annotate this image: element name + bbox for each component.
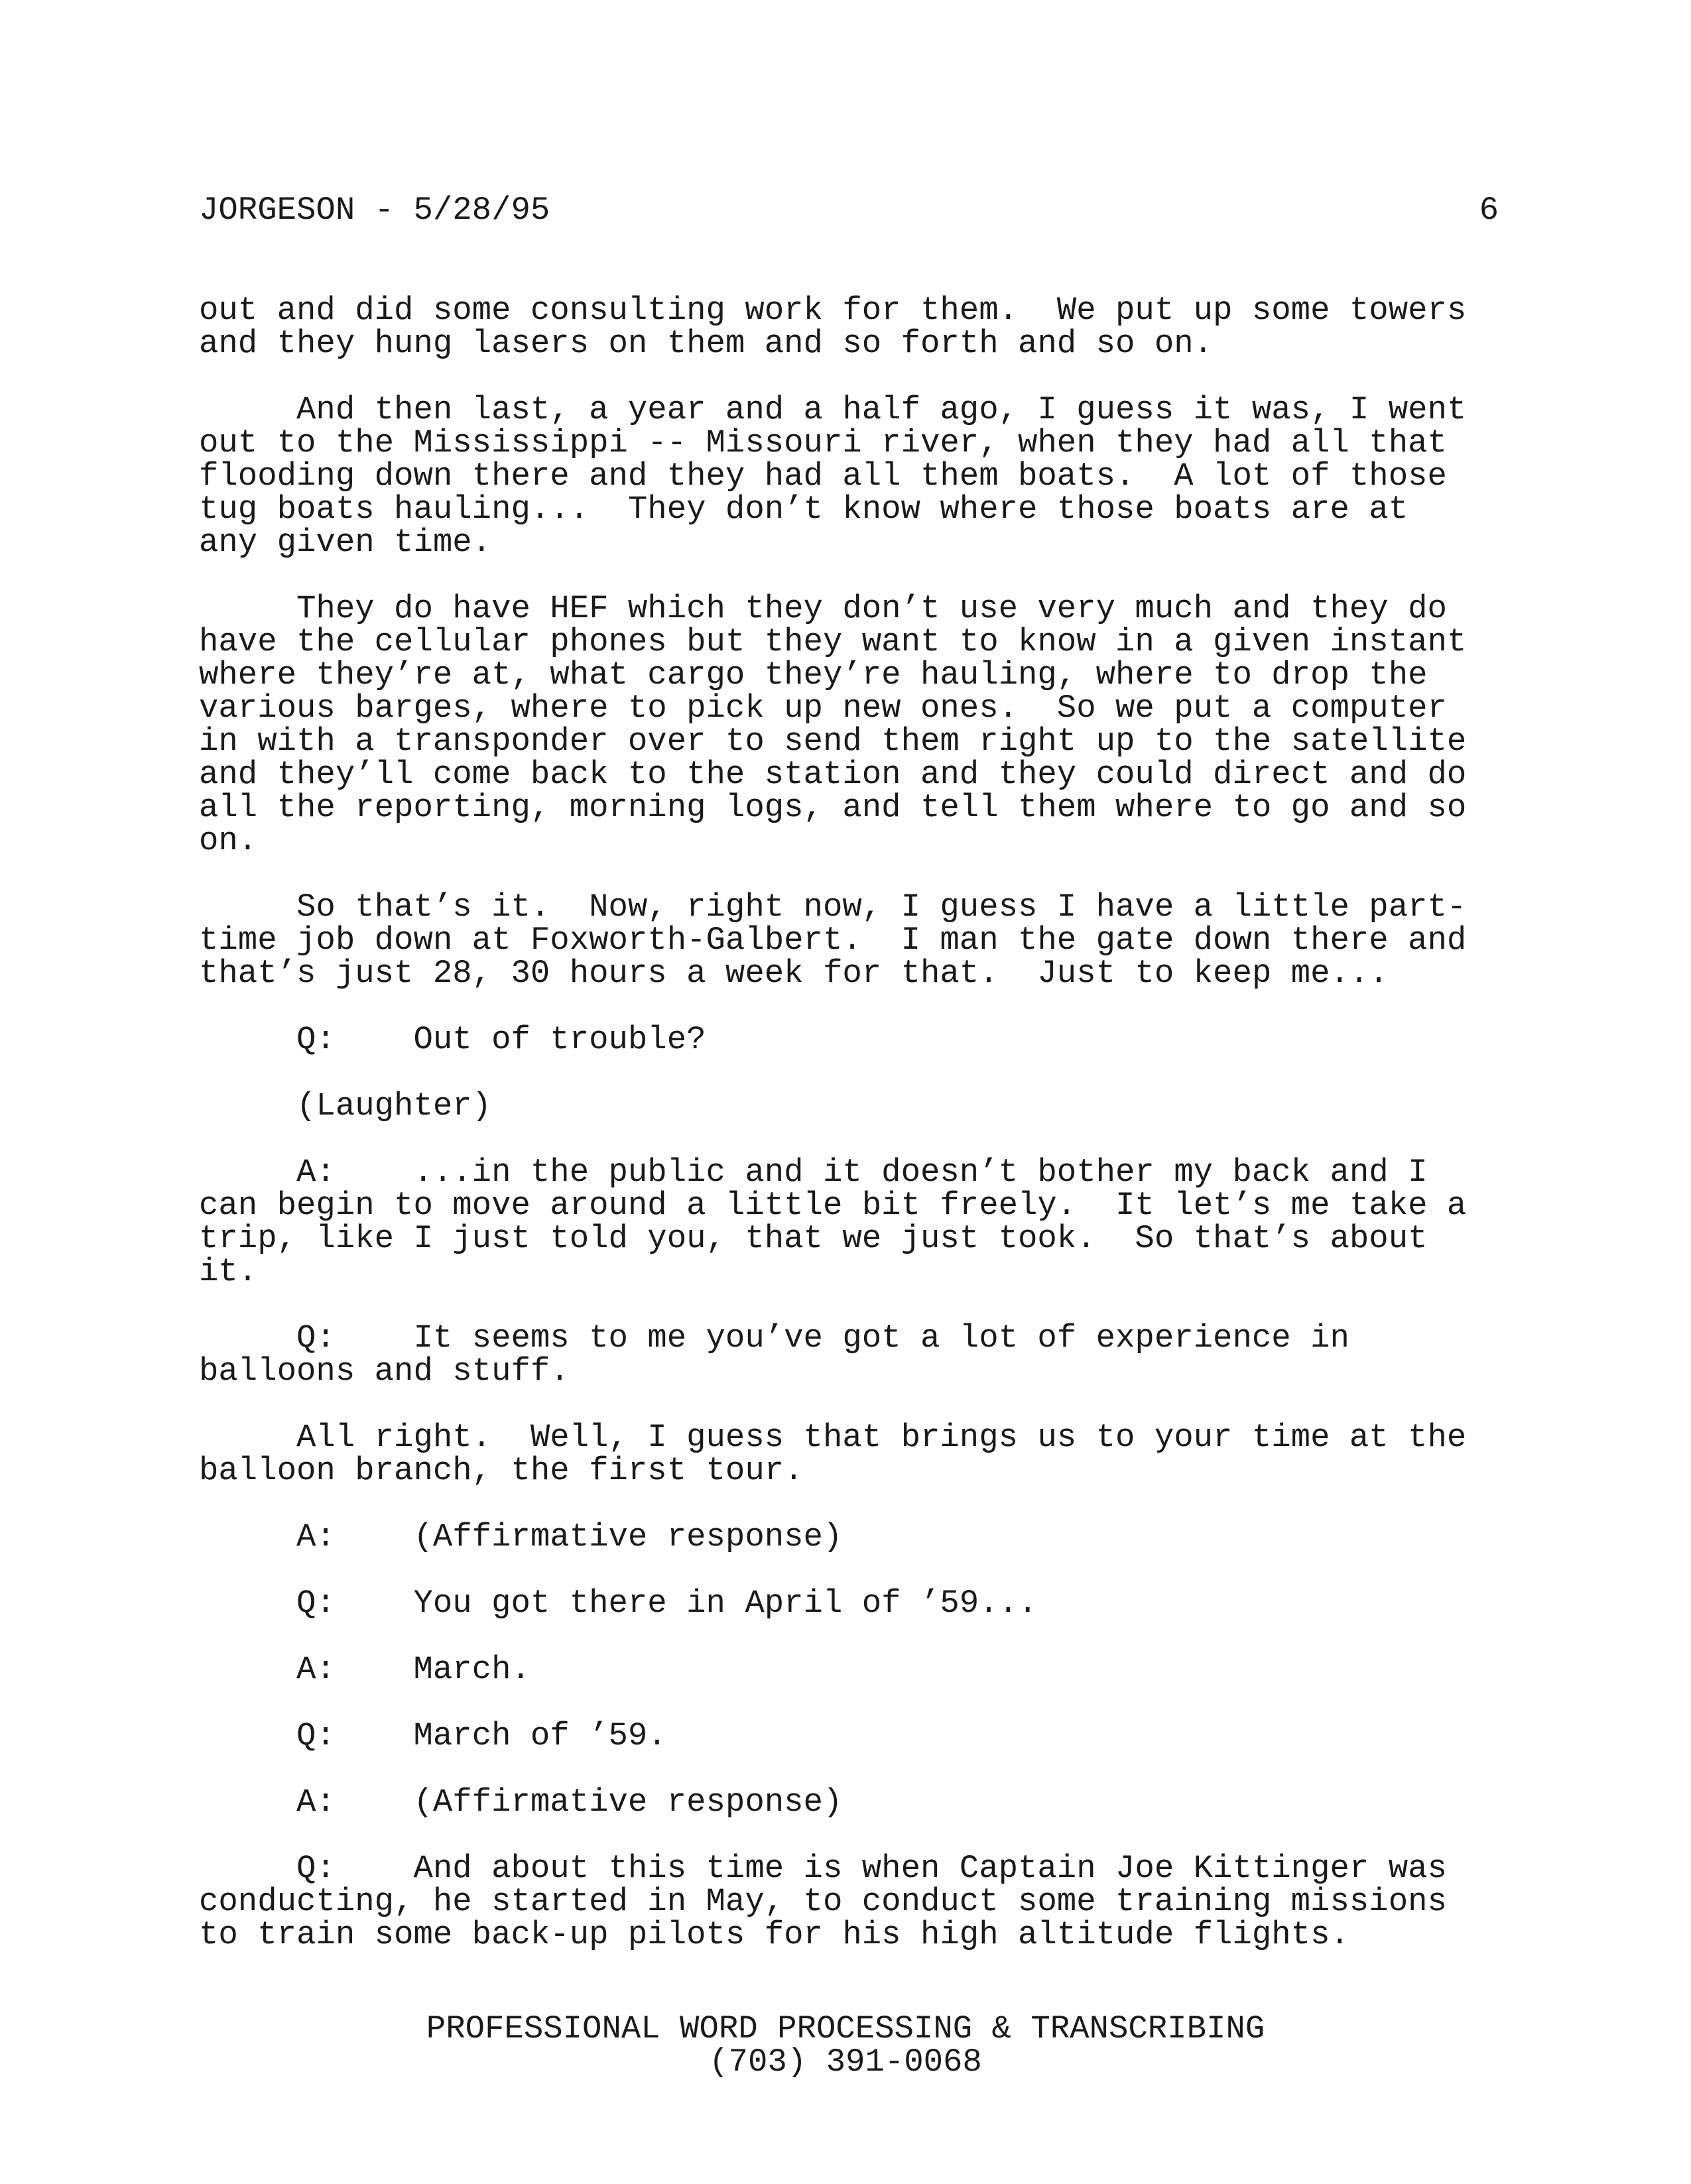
page-footer <box>0 2012 1691 2079</box>
transcript-line: Q: Out of trouble? <box>199 1021 706 1058</box>
transcript-line: can begin to move around a little bit freely. It let’s me take a <box>199 1187 1467 1224</box>
transcript-line: A: (Affirmative response) <box>199 1518 843 1555</box>
transcript-paragraph <box>199 393 1499 559</box>
transcript-line: Q: March of ’59. <box>199 1717 667 1754</box>
transcript-line: balloons and stuff. <box>199 1353 570 1390</box>
transcript-line: Q: And about this time is when Captain Joe Kittinger was <box>199 1850 1447 1887</box>
transcript-paragraph <box>199 1719 1499 1752</box>
page-header <box>199 194 1499 231</box>
transcript-line: Q: It seems to me you’ve got a lot of experience in <box>199 1319 1349 1357</box>
transcript-paragraph <box>199 1421 1499 1487</box>
transcript-line: on. <box>199 822 258 859</box>
transcript-line: time job down at Foxworth-Galbert. I man the gate down there and <box>199 922 1467 959</box>
transcript-paragraph <box>199 890 1499 990</box>
transcript-line: out to the Mississippi -- Missouri river, when they had all that <box>199 424 1447 461</box>
transcript-line: So that’s it. Now, right now, I guess I have a little part- <box>199 888 1467 926</box>
transcript-paragraph <box>199 592 1499 857</box>
transcript-paragraph <box>199 1089 1499 1122</box>
transcript-line: balloon branch, the first tour. <box>199 1452 804 1489</box>
transcript-line: various barges, where to pick up new ones. So we put a computer <box>199 690 1447 727</box>
transcript-paragraph <box>199 1520 1499 1553</box>
transcript-line: A: March. <box>199 1651 531 1688</box>
transcript-line: tug boats hauling... They don’t know where those boats are at <box>199 491 1409 528</box>
transcript-paragraph <box>199 294 1499 360</box>
transcript-line: that’s just 28, 30 hours a week for that. Just to keep me... <box>199 955 1389 992</box>
transcript-line: and they’ll come back to the station and they could direct and do <box>199 756 1467 793</box>
transcript-line: trip, like I just told you, that we just took. So that’s about <box>199 1220 1428 1257</box>
transcript-paragraph <box>199 1321 1499 1388</box>
transcript-body <box>199 294 1499 1984</box>
transcript-paragraph <box>199 1156 1499 1288</box>
transcript-paragraph <box>199 1587 1499 1620</box>
transcript-line: (Laughter) <box>199 1087 492 1124</box>
footer-company: PROFESSIONAL WORD PROCESSING & TRANSCRIBING <box>426 2010 1265 2047</box>
transcript-line: And then last, a year and a half ago, I guess it was, I went <box>199 391 1467 428</box>
transcript-line: any given time. <box>199 524 492 561</box>
transcript-line: flooding down there and they had all them boats. A lot of those <box>199 457 1447 495</box>
transcript-line: to train some back-up pilots for his high altitude flights. <box>199 1916 1349 1953</box>
transcript-line: and they hung lasers on them and so forth and so on. <box>199 325 1214 362</box>
transcript-line: all the reporting, morning logs, and tell them where to go and so <box>199 789 1467 826</box>
transcript-line: where they’re at, what cargo they’re hauling, where to drop the <box>199 656 1428 694</box>
header-title: JORGESON - 5/28/95 <box>199 192 550 229</box>
transcript-line: A: (Affirmative response) <box>199 1784 843 1821</box>
transcript-paragraph <box>199 1786 1499 1819</box>
transcript-paragraph <box>199 1023 1499 1056</box>
transcript-paragraph <box>199 1653 1499 1686</box>
transcript-line: conducting, he started in May, to conduct some training missions <box>199 1883 1447 1920</box>
transcript-line: out and did some consulting work for them. We put up some towers <box>199 292 1467 329</box>
footer-phone: (703) 391-0068 <box>709 2043 982 2081</box>
transcript-line: it. <box>199 1253 258 1290</box>
page-number: 6 <box>1479 192 1499 229</box>
transcript-line: in with a transponder over to send them right up to the satellite <box>199 723 1467 760</box>
transcript-line: All right. Well, I guess that brings us to your time at the <box>199 1419 1467 1456</box>
transcript-line: They do have HEF which they don’t use very much and they do <box>199 590 1447 627</box>
transcript-line: Q: You got there in April of ’59... <box>199 1585 1038 1622</box>
transcript-paragraph <box>199 1852 1499 1951</box>
transcript-line: have the cellular phones but they want to know in a given instant <box>199 623 1467 660</box>
transcript-line: A: ...in the public and it doesn’t bother my back and I <box>199 1154 1428 1191</box>
